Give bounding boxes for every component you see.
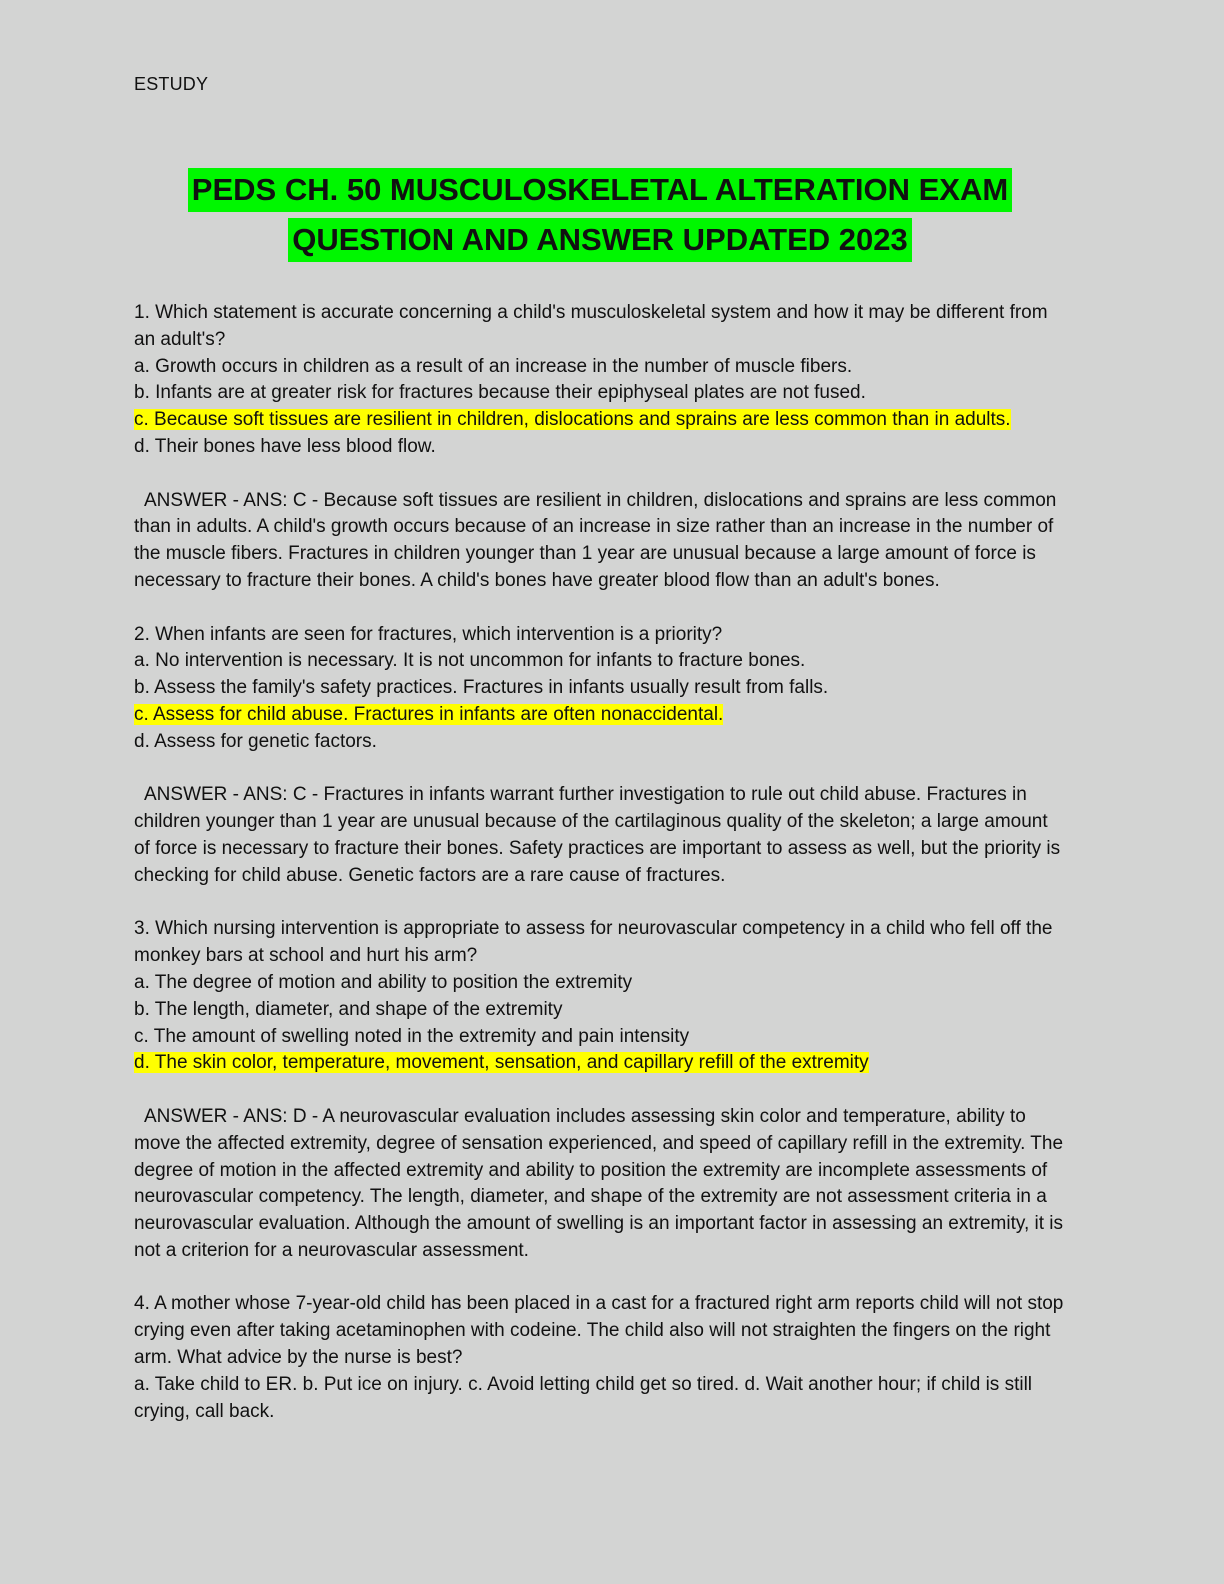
question-2-option-d: d. Assess for genetic factors. [134,730,377,752]
question-2-text: 2. When infants are seen for fractures, which intervention is a priority? [134,623,723,645]
question-1-answer: ANSWER - ANS: C - Because soft tissues are resilient in children, dislocations and sprains are less common than in adults. A child's growth occurs because of an increase in size rather than an increase in the number of the muscle fibers. Fractures in children younger than 1 year are unusual because a large amount of force is necessary to fracture their bones. A child's bones have greater blood flow than an adult's bones. [134,489,1057,591]
question-1-option-a: a. Growth occurs in children as a result of an increase in the number of muscle fibers. [134,355,853,377]
title-line-2: QUESTION AND ANSWER UPDATED 2023 [288,218,912,262]
question-2-option-b: b. Assess the family's safety practices. Fractures in infants usually result from falls. [134,677,829,699]
document-header: ESTUDY [134,74,209,94]
question-1-option-d: d. Their bones have less blood flow. [134,435,436,457]
question-1-option-c-correct: c. Because soft tissues are resilient in children, dislocations and sprains are less common than in adults. [134,409,1011,431]
question-3-option-a: a. The degree of motion and ability to position the extremity [134,971,633,993]
question-3-text: 3. Which nursing intervention is appropriate to assess for neurovascular competency in a child who fell off the monkey bars at school and hurt his arm? [134,918,1053,967]
question-3-answer: ANSWER - ANS: D - A neurovascular evaluation includes assessing skin color and temperature, ability to move the affected extremity, degree of sensation experienced, and speed of capillary refill in the extremity. The degree of motion in the affected extremity and ability to position the extremity are incomplete assessments of neurovascular competency. The length, diameter, and shape of the extremity are not assessment criteria in a neurovascular evaluation. Although the amount of swelling is an important factor in assessing an extremity, it is not a criterion for a neurovascular assessment. [134,1105,1064,1261]
question-4-text: 4. A mother whose 7-year-old child has been placed in a cast for a fractured right arm reports child will not stop crying even after taking acetaminophen with codeine. The child also will not straighten the fingers on the right arm. What advice by the nurse is best? [134,1293,1064,1369]
document-body [134,300,1064,1425]
question-3-option-b: b. The length, diameter, and shape of the extremity [134,998,563,1020]
question-3-option-d-correct: d. The skin color, temperature, movement, sensation, and capillary refill of the extremity [134,1052,869,1074]
question-1-text: 1. Which statement is accurate concerning a child's musculoskeletal system and how it may be different from an adult's? [134,302,1048,350]
question-3-option-c: c. The amount of swelling noted in the extremity and pain intensity [134,1025,690,1047]
question-2-option-a: a. No intervention is necessary. It is not uncommon for infants to fracture bones. [134,650,806,672]
question-4-options: a. Take child to ER. b. Put ice on injury. c. Avoid letting child get so tired. d. Wait another hour; if child is still crying, call back. [134,1373,1033,1422]
question-2-option-c-correct: c. Assess for child abuse. Fractures in infants are often nonaccidental. [134,703,724,725]
title-line-1: PEDS CH. 50 MUSCULOSKELETAL ALTERATION EXAM [188,168,1012,212]
question-1-option-b: b. Infants are at greater risk for fractures because their epiphyseal plates are not fused. [134,382,866,404]
document-title [0,168,1200,268]
question-2-answer: ANSWER - ANS: C - Fractures in infants warrant further investigation to rule out child abuse. Fractures in children younger than 1 year are unusual because of the cartilaginous quality of the skeleton; a large amount of force is necessary to fracture their bones. Safety practices are important to assess as well, but the priority is checking for child abuse. Genetic factors are a rare cause of fractures. [134,784,1061,886]
